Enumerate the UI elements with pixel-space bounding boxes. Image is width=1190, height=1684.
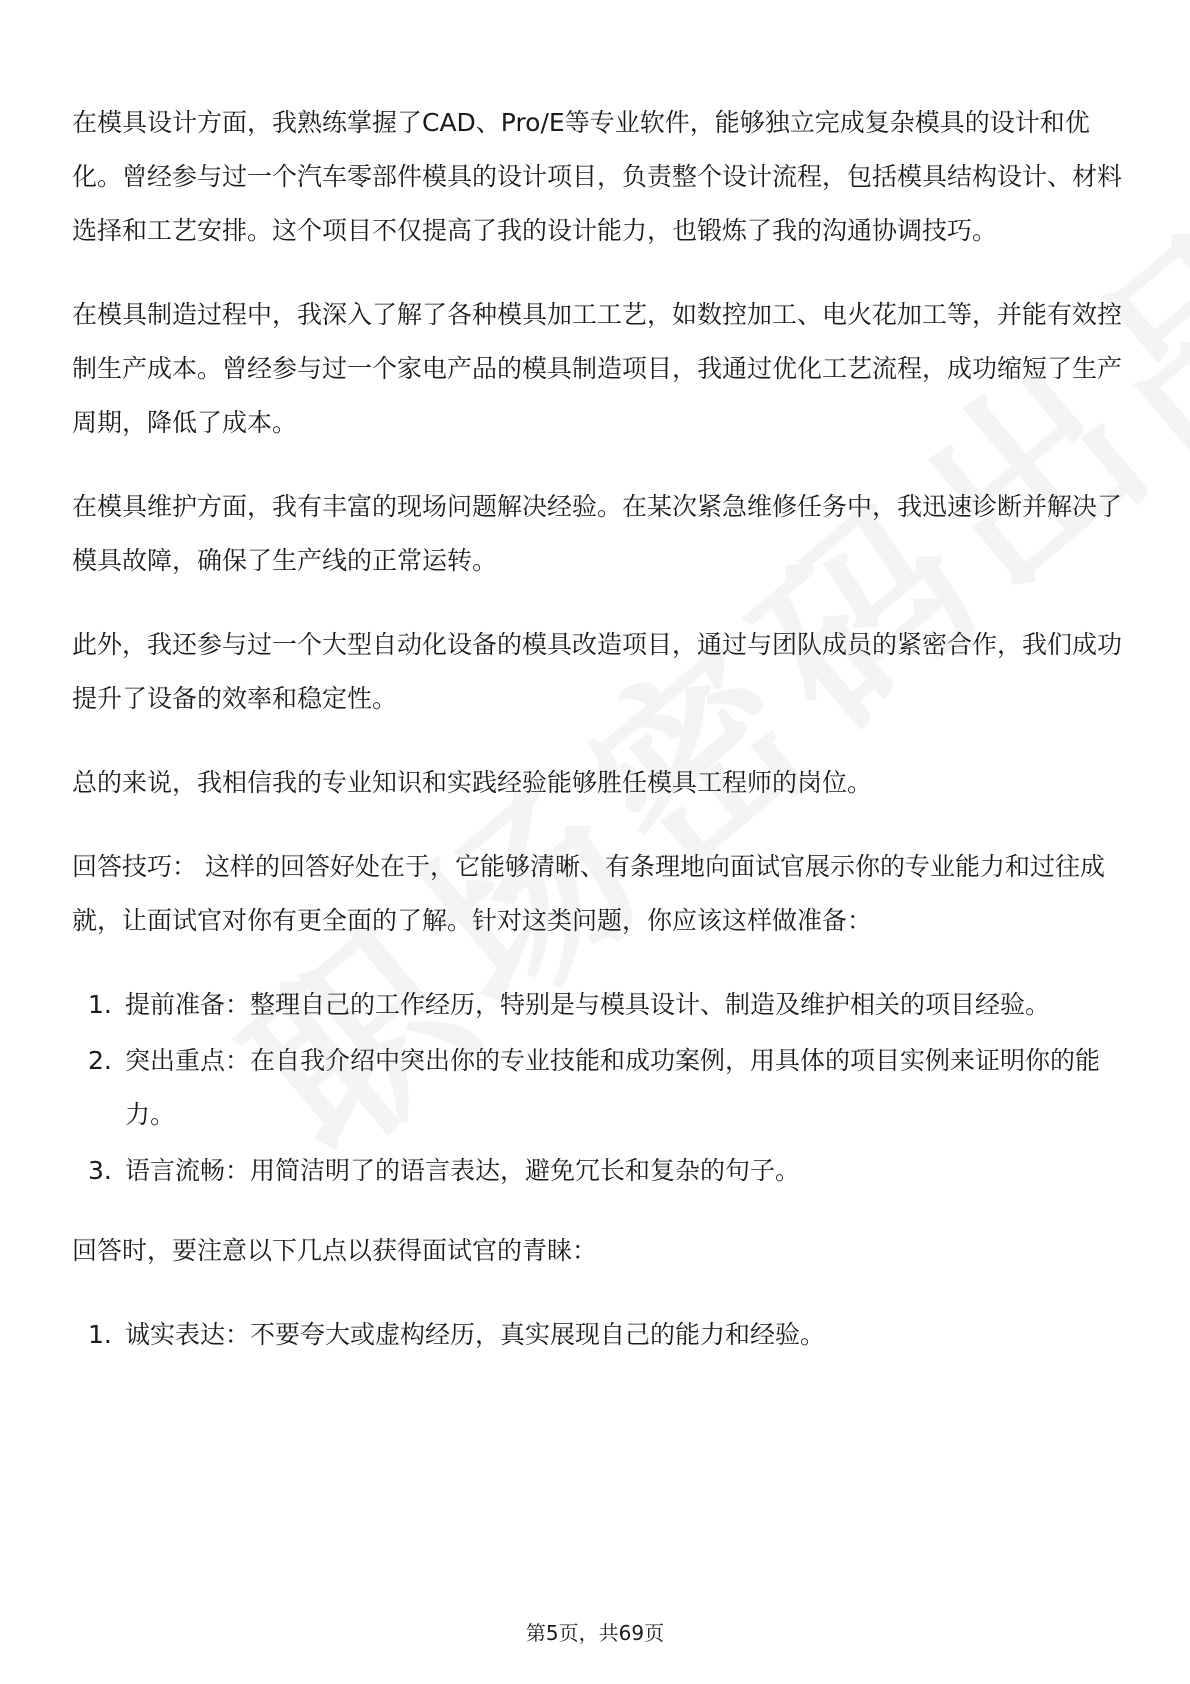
list-item-text: 语言流畅：用简洁明了的语言表达，避免冗长和复杂的句子。 [125,1156,801,1185]
list-number: 2. [88,1046,112,1075]
list-item [72,1034,1122,1142]
list-number: 1. [88,1320,112,1349]
list-item-text: 提前准备：整理自己的工作经历，特别是与模具设计、制造及维护相关的项目经验。 [125,990,1051,1019]
list-item [72,1144,1122,1198]
paragraph-maintenance: 在模具维护方面，我有丰富的现场问题解决经验。在某次紧急维修任务中，我迅速诊断并解决了模具故障，确保了生产线的正常运转。 [72,492,1123,575]
page-footer: 第5页，共69页 [525,1621,665,1645]
attention-list [72,1308,1122,1362]
paragraph-manufacturing: 在模具制造过程中，我深入了解了各种模具加工工艺，如数控加工、电火花加工等，并能有效控制生产成本。曾经参与过一个家电产品的模具制造项目，我通过优化工艺流程，成功缩短了生产周期，降低了成本。 [72,300,1123,437]
page-content [72,96,1122,1388]
prep-list [72,978,1122,1198]
list-item [72,1308,1122,1362]
list-number: 1. [88,990,112,1019]
list-number: 3. [88,1156,112,1185]
paragraph-answer-tips: 回答技巧： 这样的回答好处在于，它能够清晰、有条理地向面试官展示你的专业能力和过往成就，让面试官对你有更全面的了解。针对这类问题，你应该这样做准备： [72,852,1105,935]
list-item [72,978,1122,1032]
paragraph-summary: 总的来说，我相信我的专业知识和实践经验能够胜任模具工程师的岗位。 [72,768,873,797]
paragraph-attention-intro: 回答时，要注意以下几点以获得面试官的青睐： [72,1236,598,1265]
list-item-text: 诚实表达：不要夸大或虚构经历，真实展现自己的能力和经验。 [125,1320,826,1349]
paragraph-design: 在模具设计方面，我熟练掌握了CAD、Pro/E等专业软件，能够独立完成复杂模具的设计和优化。曾经参与过一个汽车零部件模具的设计项目，负责整个设计流程，包括模具结构设计、材料选择和工艺安排。这个项目不仅提高了我的设计能力，也锻炼了我的沟通协调技巧。 [72,108,1123,245]
list-item-text: 突出重点：在自我介绍中突出你的专业技能和成功案例，用具体的项目实例来证明你的能力。 [125,1046,1101,1129]
paragraph-automation: 此外，我还参与过一个大型自动化设备的模具改造项目，通过与团队成员的紧密合作，我们成功提升了设备的效率和稳定性。 [72,630,1123,713]
